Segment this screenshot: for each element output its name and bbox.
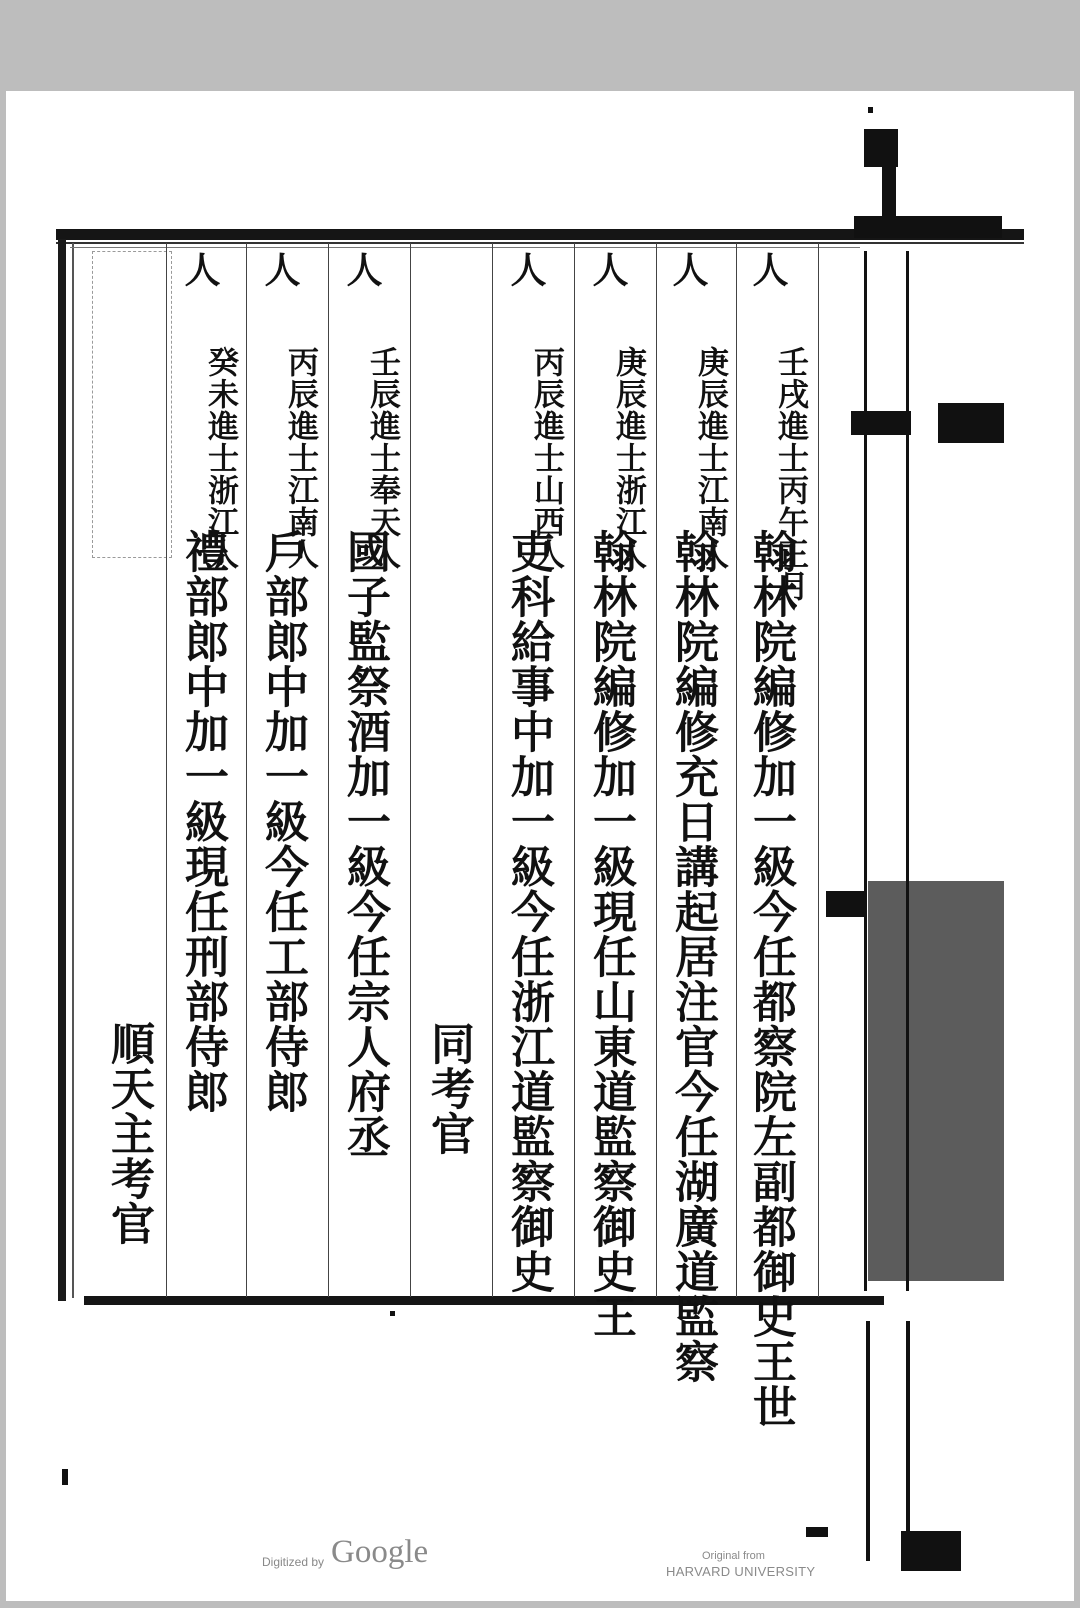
scan-noise [62,1469,68,1485]
column-9-heading: 順天主考官 [103,1021,154,1246]
scan-noise [868,107,873,113]
column-4-main: 吏科給事中加一級今任浙江道監察御史 [503,529,554,1294]
scan-noise [906,1321,910,1561]
top-border-inner-rule [56,242,1024,244]
left-border-inner-rule [72,243,74,1298]
column-6-sub: 壬辰進士奉天人 [364,346,400,570]
harvard-university-label: HARVARD UNIVERSITY [666,1564,816,1579]
column-divider [656,243,657,1297]
scanned-page [6,91,1074,1601]
column-divider [328,243,329,1297]
scan-noise [868,881,1004,1281]
column-6-main: 國子監祭酒加一級今任宗人府丞 [339,529,390,1159]
google-logo-text: Google [331,1534,429,1570]
column-8-main: 禮部郎中加一級現任刑部侍郎 [177,529,228,1114]
column-4-marker: 人 [505,251,547,287]
column-divider [574,243,575,1297]
scan-noise [906,251,909,1291]
column-divider [246,243,247,1297]
original-from-label: Original from [702,1550,765,1562]
inner-top-rule [70,247,860,248]
faint-stamp-area [92,251,172,558]
scan-noise [938,403,1004,443]
column-6-marker: 人 [341,251,383,287]
digitized-by-label: Digitized by [262,1555,325,1569]
column-7-sub: 丙辰進士江南人 [282,346,318,570]
column-2-sub: 庚辰進士江南人 [692,346,728,570]
column-5-heading: 同考官 [423,1021,474,1156]
scan-noise [901,1531,961,1571]
scan-noise [806,1527,828,1537]
column-2-main: 翰林院編修充日講起居注官今任湖廣道監察 [667,529,718,1384]
column-divider [410,243,411,1297]
column-divider [492,243,493,1297]
scan-noise [851,411,911,435]
column-1-marker: 人 [747,251,789,287]
scan-noise [826,891,864,917]
column-1-sub: 壬戌進士丙午正月 [772,346,808,602]
column-2-marker: 人 [667,251,709,287]
column-3-marker: 人 [587,251,629,287]
column-4-sub: 丙辰進士山西人 [528,346,564,570]
column-3-main: 翰林院編修加一級現任山東道監察御史王 [585,529,636,1339]
scan-noise [854,216,1002,238]
column-divider [166,243,167,1297]
left-border-rule [58,239,66,1301]
column-divider [818,243,819,1297]
column-8-sub: 癸未進士浙江人 [202,346,238,570]
column-divider [736,243,737,1297]
column-1-main: 翰林院編修加一級今任都察院左副都御史王世 [745,529,796,1429]
scan-noise [864,251,867,1291]
column-7-marker: 人 [259,251,301,287]
column-7-main: 戶部郎中加一級今任工部侍郎 [257,529,308,1114]
column-8-marker: 人 [179,251,221,287]
column-3-sub: 庚辰進士浙江人 [610,346,646,570]
scan-noise [866,1321,870,1561]
scan-noise [390,1311,395,1316]
